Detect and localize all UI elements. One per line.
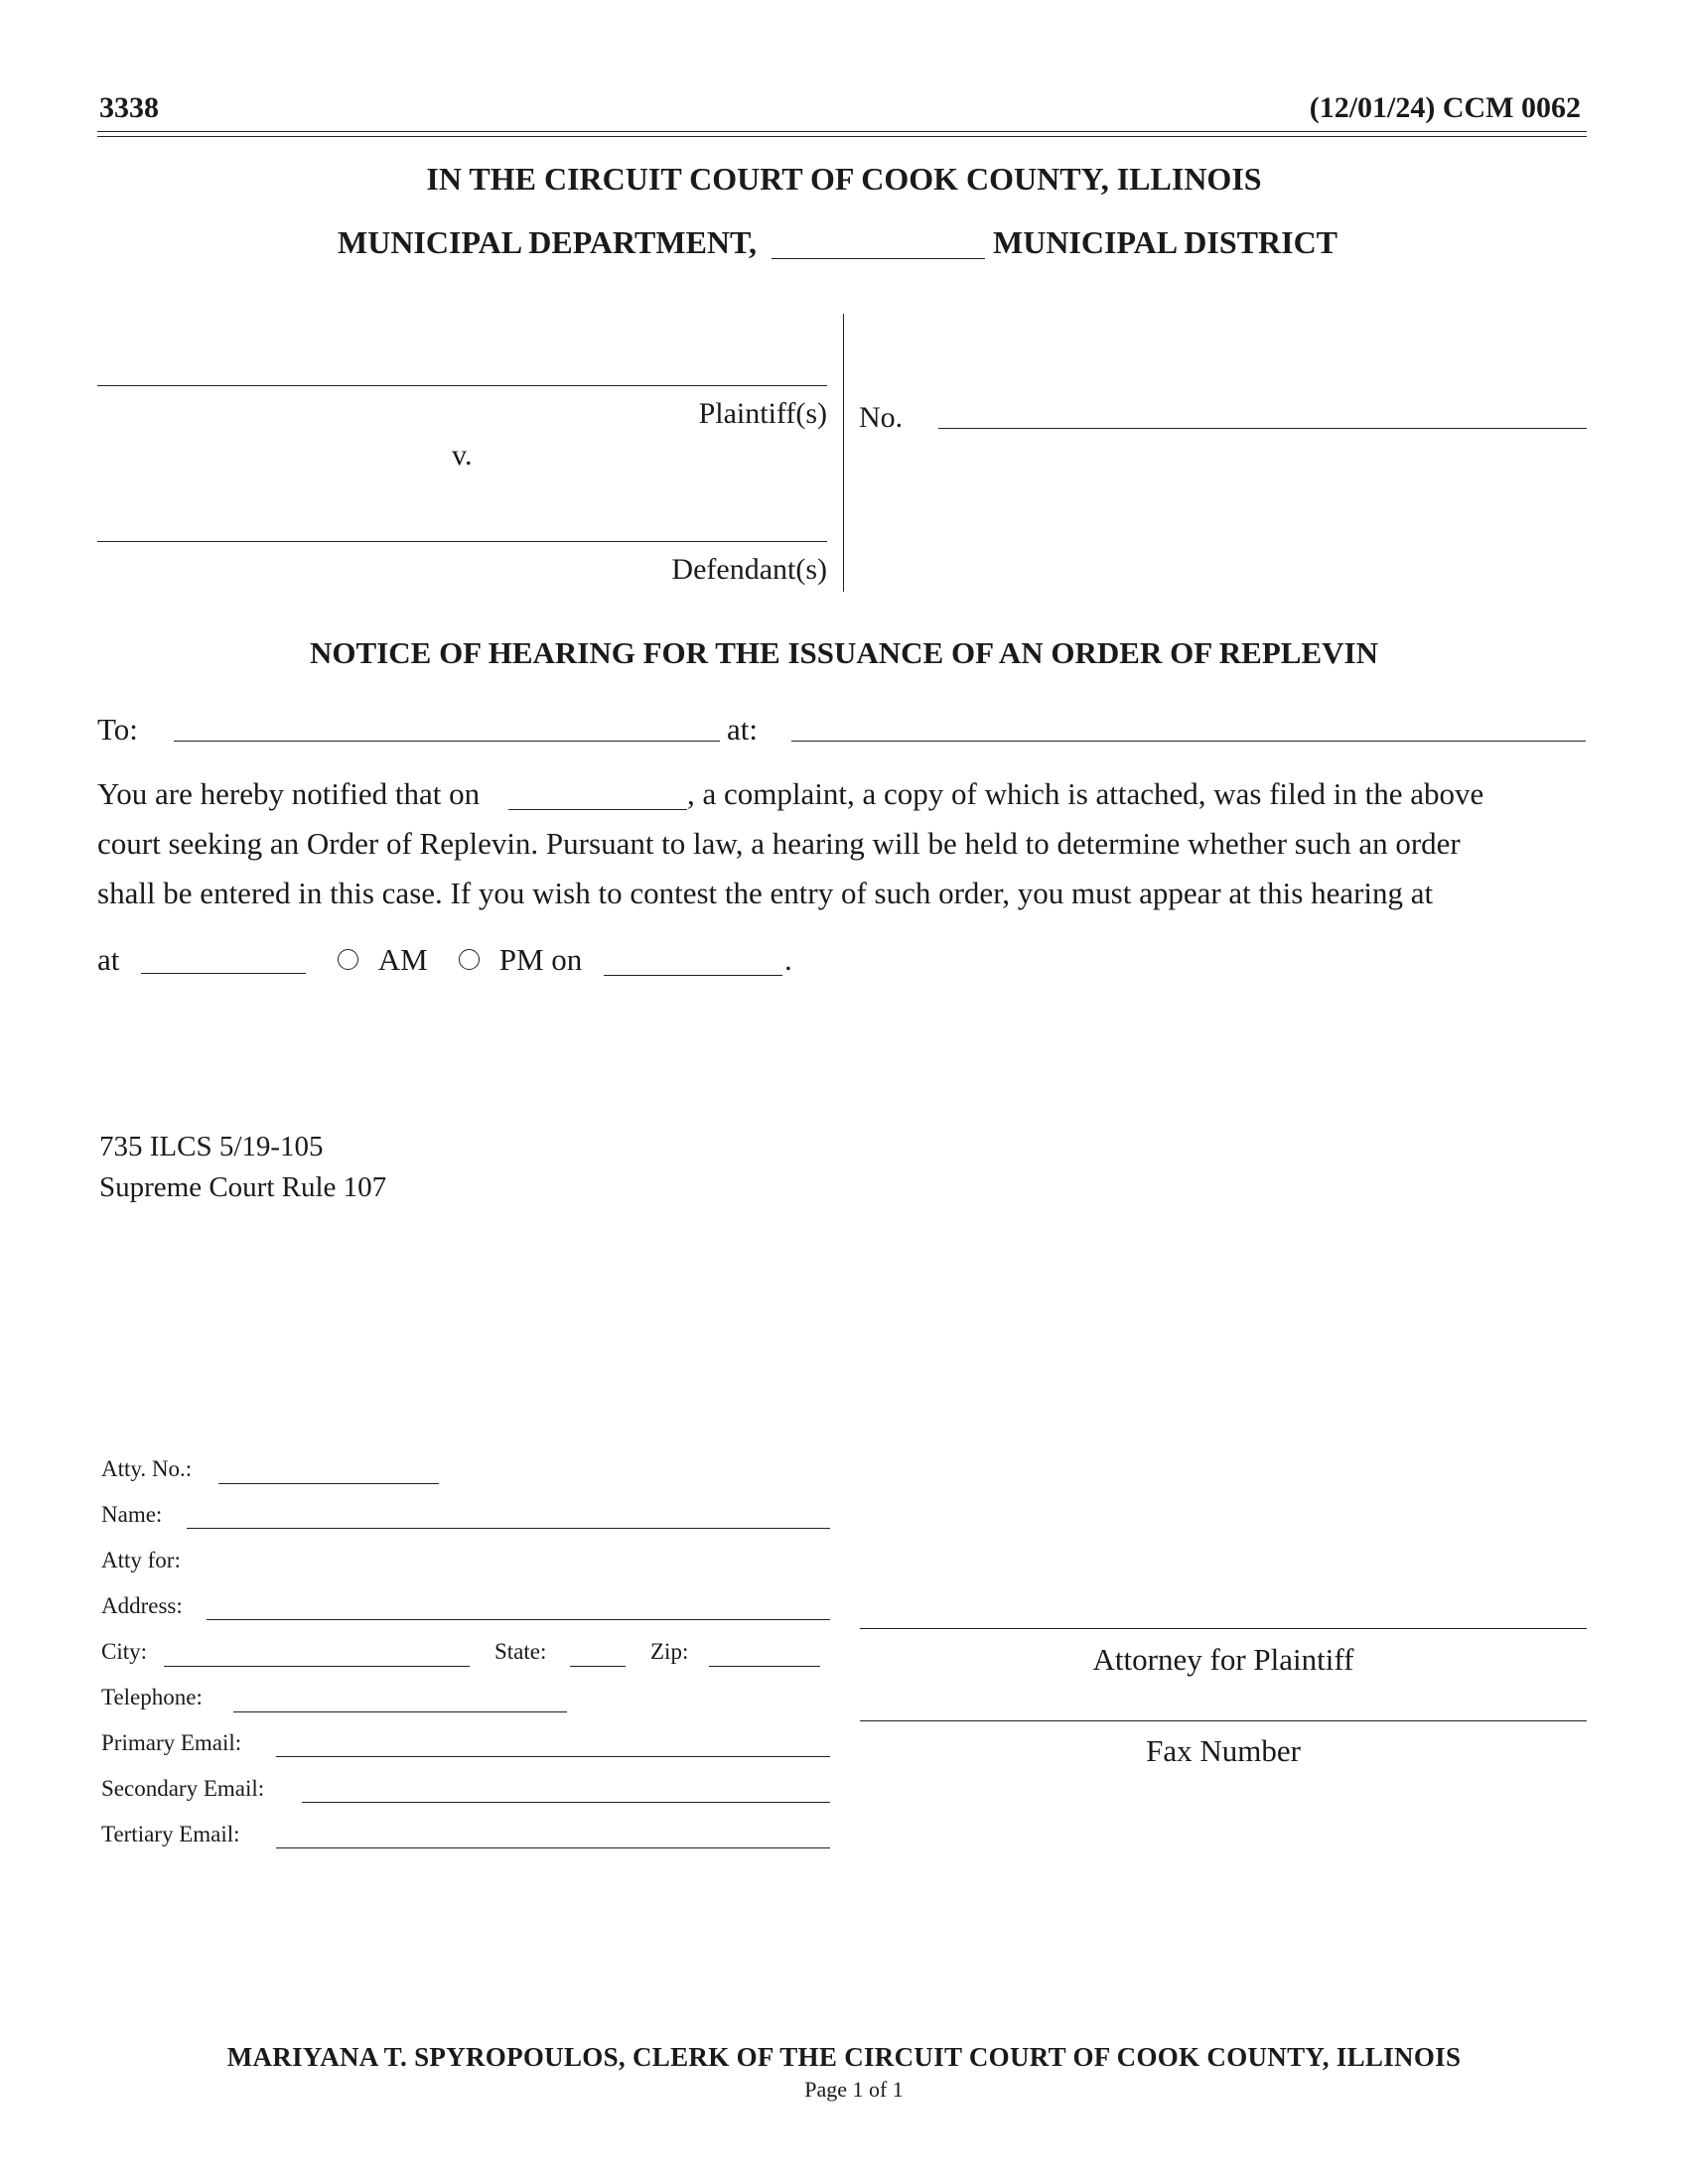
primary-email-label: Primary Email: [101, 1730, 242, 1755]
fax-number-field[interactable] [860, 1720, 1587, 1721]
defendant-field[interactable] [97, 541, 827, 542]
statute-citation [99, 1127, 386, 1208]
form-code: (12/01/24) CCM 0062 [1309, 91, 1581, 124]
am-radio[interactable] [338, 949, 358, 970]
hearing-time-field[interactable] [141, 973, 306, 974]
plaintiff-label: Plaintiff(s) [698, 397, 827, 430]
pm-label: PM on [498, 942, 583, 977]
pm-radio[interactable] [459, 949, 480, 970]
case-no-label: No. [859, 401, 904, 434]
city-label: City: [101, 1639, 148, 1664]
paragraph-line-1: , a complaint, a copy of which is attached, was filed in the above [687, 776, 1484, 811]
plaintiff-field[interactable] [97, 385, 827, 386]
am-label: AM [377, 942, 428, 977]
tertiary-email-label: Tertiary Email: [101, 1822, 240, 1846]
city-field[interactable] [164, 1666, 470, 1667]
telephone-label: Telephone: [101, 1685, 203, 1709]
defendant-label: Defendant(s) [671, 553, 827, 586]
name-field[interactable] [187, 1528, 830, 1529]
name-label: Name: [101, 1502, 163, 1527]
pm-option[interactable] [459, 935, 582, 985]
clerk-footer: MARIYANA T. SPYROPOULOS, CLERK OF THE CIRCUIT COURT OF COOK COUNTY, ILLINOIS [226, 2042, 1462, 2072]
address-field[interactable] [207, 1619, 830, 1620]
statute-line-1: 735 ILCS 5/19-105 [99, 1131, 324, 1162]
header-rule-1 [97, 131, 1587, 132]
page-number: Page 1 of 1 [804, 2077, 904, 2102]
address-label: Address: [101, 1593, 183, 1618]
fax-number-label: Fax Number [1146, 1733, 1301, 1768]
versus-label: v. [452, 439, 473, 472]
am-option[interactable] [338, 935, 428, 985]
to-field[interactable] [174, 741, 720, 742]
atty-no-label: Atty. No.: [101, 1456, 193, 1481]
paragraph-start: You are hereby notified that on [97, 776, 481, 811]
to-label: To: [97, 712, 138, 747]
period: . [784, 942, 792, 977]
notice-title: NOTICE OF HEARING FOR THE ISSUANCE OF AN ORDER OF REPLEVIN [310, 635, 1378, 670]
attorney-for-plaintiff-label: Attorney for Plaintiff [1092, 1642, 1354, 1677]
state-label: State: [494, 1639, 547, 1664]
header-rule-2 [97, 136, 1587, 137]
filing-date-field[interactable] [508, 809, 687, 810]
tertiary-email-field[interactable] [276, 1847, 830, 1848]
statute-line-2: Supreme Court Rule 107 [99, 1171, 387, 1203]
state-field[interactable] [570, 1666, 626, 1667]
paragraph-line-3: shall be entered in this case. If you wish to contest the entry of such order, you must appear at this hearing at [97, 876, 1434, 910]
secondary-email-label: Secondary Email: [101, 1776, 265, 1801]
secondary-email-field[interactable] [302, 1802, 830, 1803]
caption-divider [843, 314, 844, 592]
at-label: at: [727, 712, 758, 747]
at-word: at [97, 942, 120, 977]
zip-label: Zip: [650, 1639, 689, 1664]
at-address-field[interactable] [791, 741, 1586, 742]
telephone-field[interactable] [233, 1711, 567, 1712]
atty-no-field[interactable] [218, 1483, 439, 1484]
zip-field[interactable] [709, 1666, 820, 1667]
district-field[interactable] [772, 258, 985, 259]
department-suffix: MUNICIPAL DISTRICT [993, 224, 1338, 260]
hearing-date-field[interactable] [604, 975, 782, 976]
department-prefix: MUNICIPAL DEPARTMENT, [338, 224, 757, 260]
attorney-signature-field[interactable] [860, 1628, 1587, 1629]
atty-for-label: Atty for: [101, 1548, 181, 1572]
primary-email-field[interactable] [276, 1756, 830, 1757]
court-title: IN THE CIRCUIT COURT OF COOK COUNTY, ILLINOIS [426, 161, 1262, 197]
case-number-field[interactable] [938, 428, 1587, 429]
paragraph-line-2: court seeking an Order of Replevin. Pursuant to law, a hearing will be held to determine whether such an order [97, 826, 1461, 861]
form-number: 3338 [99, 91, 159, 124]
